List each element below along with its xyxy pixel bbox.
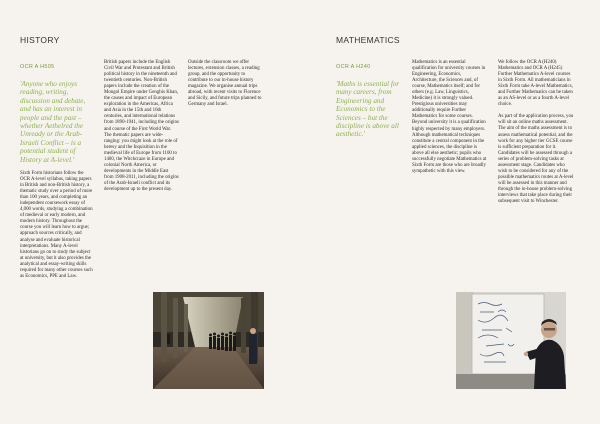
mathematics-paragraph: We follow the OCR A (H240) Mathematics and OCR A (H245) Further Mathematics A-level courses in Sixth Form. All mathematicians in Sixth Form take A-level Mathematics, and Further Mathematics can be taken as an AS-level or as a fourth A-level choice. bbox=[498, 60, 573, 108]
history-quote: 'Anyone who enjoys reading, writing, discussion and debate, and has an interest in people and the past – whether Aethelred the Unready or the Arab-Israeli Conflict – is a potential student of History at A-level.' bbox=[20, 80, 86, 164]
mathematics-paragraph: As part of the application process, you will sit an online maths assessment. The aim of the maths assessment is to assess mathematical potential, and the work for any higher tier GCSE course is sufficient preparation for it. Candidates will be assessed through a series of problem-solving tasks at assessment stage. Candidates who wish to be considered for any of the possible mathematics routes at A-level will be assessed in this manner and through the in-house problem-solving interviews that take place during their subsequent visit to Winchester. bbox=[498, 114, 574, 205]
mathematics-column-2 bbox=[498, 60, 575, 211]
history-paragraph: Sixth Form historians follow the OCR A-level syllabus, taking papers in British and non-British history, a thematic study over a period of more than 100 years, and completing an independent coursework essay of 4,000 words, studying a combination of medieval or early modern, and modern history. Throughout the course you will learn how to argue; approach sources critically, and analyse and evaluate historical interpretations. Many A-level historians go on to study the subject at university, but it also provides the analytical and essay-writing skills required for many other courses such as Economics, PPE and Law. bbox=[20, 171, 93, 279]
history-course-code: OCR A H505 bbox=[20, 64, 55, 70]
mathematics-title: MATHEMATICS bbox=[336, 35, 400, 45]
history-column-3 bbox=[188, 60, 263, 114]
history-column-2 bbox=[104, 60, 179, 199]
mathematics-column-1 bbox=[412, 60, 487, 181]
history-column-1 bbox=[20, 171, 93, 286]
history-title: HISTORY bbox=[20, 35, 60, 45]
history-paragraph: British papers include the English Civil War and Protestant and British political history in the nineteenth and twentieth centuries. Non-British papers include the creation of the Mongol Empire under Genghis Khan, the causes and impact of European exploration in the Americas, Africa and Asia in the 15th and 16th centuries, and international relations from 1890-1941, including the origins and course of the First World War. The thematic papers are wide-ranging: you might look at the role of heresy and the Inquisition in the medieval life of Europe from 1100 to 1400, the Witchcraze in Europe and colonial North America, or developments in the Middle East from 1908-2011, including the origins of the Arab-Israeli conflict and its development up to the present day. bbox=[104, 60, 179, 192]
mathematics-paragraph: Mathematics is an essential qualification for university courses in Engineering, Economics, Architecture, the Sciences and, of course, Mathematics itself; and for others (e.g. Law, Linguistics, Medicine) it is strongly valued. Prestigious universities may additionally require Further Mathematics for some courses. Beyond university it is a qualification highly respected by many employers. Although mathematical techniques constitute a central component in the applied sciences, the discipline is above all else aesthetic; pupils who successfully negotiate Mathematics at Sixth Form are those who are broadly sympathetic with this view. bbox=[412, 60, 487, 174]
cloister-photo bbox=[153, 292, 264, 389]
mathematics-course-code: OCR A H240 bbox=[336, 64, 371, 70]
whiteboard-photo bbox=[456, 292, 566, 389]
mathematics-quote: 'Maths is essential for many careers, from Engineering and Economics to the Sciences – but the discipline is above all aesthetic.' bbox=[336, 80, 400, 139]
mathematics-page bbox=[300, 0, 600, 424]
history-paragraph: Outside the classroom we offer lectures, extension classes, a reading group, and the opportunity to contribute to our in-house history magazine. We organise annual trips abroad, with recent visits to Florence and Sicily, and future trips planned to Germany and Israel. bbox=[188, 60, 262, 108]
